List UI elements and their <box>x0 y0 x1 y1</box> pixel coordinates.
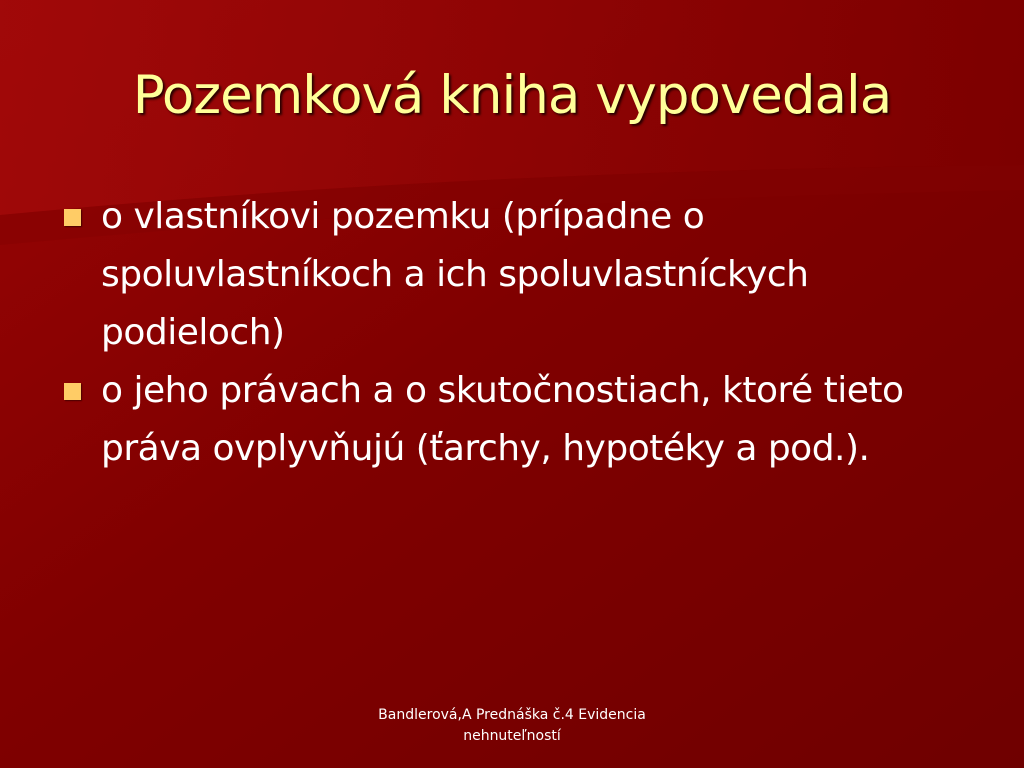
bullet-list <box>62 188 982 478</box>
bullet-item <box>62 188 982 362</box>
square-bullet-icon <box>64 383 81 400</box>
bullet-item <box>62 362 982 478</box>
bullet-text: o jeho právach a o skutočnostiach, ktoré tieto práva ovplyvňujú (ťarchy, hypotéky a pod.). <box>101 370 904 469</box>
slide-title: Pozemková kniha vypovedala <box>132 65 892 126</box>
slide-footer: Bandlerová,A Prednáška č.4 Evidencia nehnuteľností <box>378 707 646 744</box>
bullet-text: o vlastníkovi pozemku (prípadne o spoluvlastníkoch a ich spoluvlastníckych podieloch) <box>101 196 809 353</box>
square-bullet-icon <box>64 209 81 226</box>
